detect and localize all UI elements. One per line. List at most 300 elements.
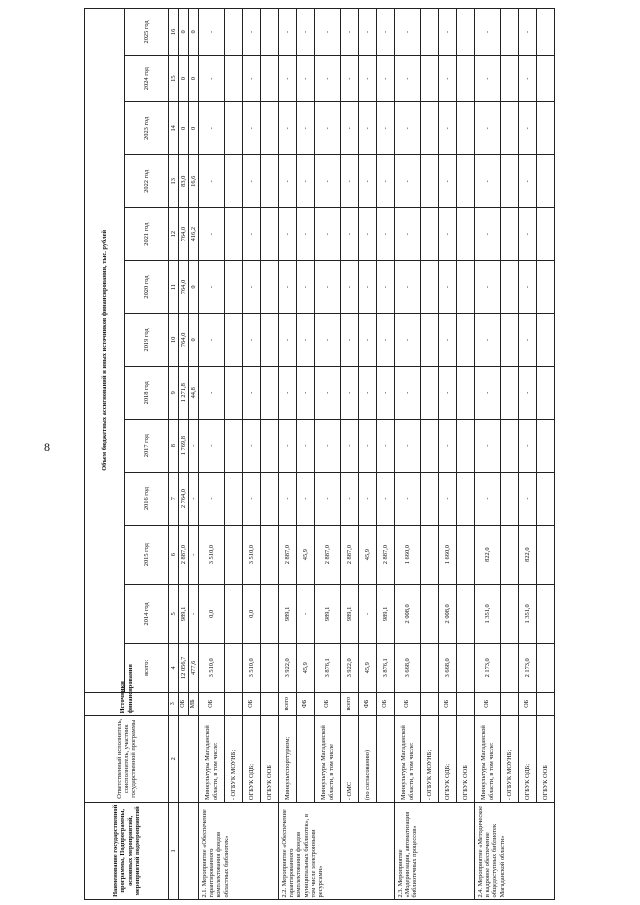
value-cell bbox=[501, 9, 519, 56]
value-cell: 0 bbox=[179, 102, 189, 155]
value-cell: 2 887,0 bbox=[315, 525, 341, 584]
value-cell: - bbox=[475, 313, 501, 366]
value-cell bbox=[537, 55, 555, 102]
measure-name: 2.1. Мероприятие «Обеспечение гарантированного комплектования фондов областных библиотек» bbox=[199, 802, 279, 899]
table-row bbox=[457, 9, 475, 900]
measure-name: 2.3. Мероприятие «Модернизация, автоматизация библиотечных процессов» bbox=[395, 802, 475, 899]
value-cell: - bbox=[199, 366, 225, 419]
value-cell: - bbox=[519, 102, 537, 155]
source-cell: ОБ bbox=[179, 692, 189, 715]
value-cell: - bbox=[315, 208, 341, 261]
value-cell: 2 008,0 bbox=[439, 584, 457, 643]
header-funding-group: Объем бюджетных ассигнований и иных источников финансирования, тыс. рублей bbox=[85, 9, 125, 693]
value-cell bbox=[457, 644, 475, 693]
value-cell: - bbox=[341, 472, 359, 525]
executor-cell: Минкультспорттуризм; bbox=[279, 715, 297, 802]
value-cell bbox=[225, 102, 243, 155]
value-cell: 3 668,0 bbox=[395, 644, 421, 693]
value-cell: 3 922,0 bbox=[341, 644, 359, 693]
value-cell: - bbox=[377, 313, 395, 366]
value-cell: - bbox=[519, 9, 537, 56]
total-name-cell bbox=[179, 802, 199, 899]
measure-name: 2.2. Мероприятие «Обеспечение гарантированного комплектования фондов муниципальных библиотек», в том числе электронными ресурсами» bbox=[279, 802, 395, 899]
value-cell bbox=[501, 208, 519, 261]
value-cell bbox=[421, 584, 439, 643]
executor-cell: - ОГБУК МОУНБ; bbox=[225, 715, 243, 802]
value-cell: - bbox=[297, 55, 315, 102]
table-row bbox=[261, 9, 279, 900]
measure-name: 2.4. Мероприятие «Методическое и кадровое обеспечение общедоступных библиотек Магаданской области» bbox=[475, 802, 555, 899]
value-cell: - bbox=[199, 102, 225, 155]
column-number: 11 bbox=[169, 261, 179, 314]
executor-cell: ОГБУК ОДБ; bbox=[243, 715, 261, 802]
value-cell bbox=[501, 313, 519, 366]
value-cell: 83,0 bbox=[179, 155, 189, 208]
value-cell: - bbox=[475, 419, 501, 472]
executor-cell: - ОМС bbox=[341, 715, 359, 802]
column-number: 5 bbox=[169, 584, 179, 643]
value-cell: 2 887,0 bbox=[341, 525, 359, 584]
value-cell: - bbox=[519, 208, 537, 261]
value-cell: - bbox=[377, 208, 395, 261]
value-cell: - bbox=[359, 313, 377, 366]
value-cell bbox=[421, 472, 439, 525]
value-cell: 44,8 bbox=[189, 366, 199, 419]
table-row bbox=[537, 9, 555, 900]
value-cell: 3 876,1 bbox=[377, 644, 395, 693]
executor-cell bbox=[297, 715, 315, 802]
value-cell: - bbox=[395, 366, 421, 419]
table-row bbox=[359, 9, 377, 900]
value-cell bbox=[537, 366, 555, 419]
value-cell: 989,1 bbox=[341, 584, 359, 643]
total-row bbox=[179, 9, 189, 900]
value-cell bbox=[457, 472, 475, 525]
value-cell: - bbox=[359, 366, 377, 419]
value-cell bbox=[225, 644, 243, 693]
value-cell: - bbox=[519, 261, 537, 314]
value-cell bbox=[421, 366, 439, 419]
value-cell: - bbox=[279, 208, 297, 261]
header-name: Наименование государственной программы, Подпрограммы, основных мероприятий, мероприятий подмероприятий bbox=[85, 802, 169, 899]
value-cell bbox=[457, 102, 475, 155]
value-cell bbox=[537, 472, 555, 525]
table-row bbox=[439, 9, 457, 900]
value-cell: - bbox=[243, 472, 261, 525]
value-cell: 764,0 bbox=[179, 261, 189, 314]
value-cell bbox=[537, 644, 555, 693]
executor-cell: Минкультуры Магаданской области, в том числе: bbox=[199, 715, 225, 802]
value-cell: - bbox=[439, 208, 457, 261]
table-row bbox=[297, 9, 315, 900]
value-cell: 0 bbox=[179, 9, 189, 56]
value-cell: - bbox=[199, 208, 225, 261]
value-cell: - bbox=[243, 102, 261, 155]
column-number: 15 bbox=[169, 55, 179, 102]
value-cell: - bbox=[315, 261, 341, 314]
source-cell bbox=[261, 692, 279, 715]
value-cell bbox=[501, 644, 519, 693]
value-cell: - bbox=[189, 472, 199, 525]
value-cell bbox=[261, 155, 279, 208]
value-cell: 1 660,0 bbox=[439, 525, 457, 584]
value-cell: - bbox=[315, 472, 341, 525]
value-cell: - bbox=[315, 313, 341, 366]
table-row bbox=[341, 9, 359, 900]
value-cell: - bbox=[189, 525, 199, 584]
value-cell: - bbox=[377, 155, 395, 208]
value-cell bbox=[225, 208, 243, 261]
value-cell bbox=[261, 208, 279, 261]
value-cell: - bbox=[243, 9, 261, 56]
value-cell: - bbox=[341, 55, 359, 102]
value-cell: - bbox=[439, 155, 457, 208]
value-cell: - bbox=[377, 366, 395, 419]
value-cell: 45,9 bbox=[297, 644, 315, 693]
value-cell: - bbox=[279, 102, 297, 155]
value-cell: - bbox=[377, 419, 395, 472]
value-cell: 45,9 bbox=[297, 525, 315, 584]
value-cell: - bbox=[199, 419, 225, 472]
value-cell bbox=[457, 584, 475, 643]
value-cell: - bbox=[475, 9, 501, 56]
header-year: 2025 год bbox=[125, 9, 169, 56]
value-cell bbox=[421, 102, 439, 155]
value-cell: 764,0 bbox=[179, 313, 189, 366]
value-cell: - bbox=[315, 366, 341, 419]
value-cell: 477,6 bbox=[189, 644, 199, 693]
value-cell: - bbox=[199, 9, 225, 56]
column-number: 4 bbox=[169, 644, 179, 693]
value-cell bbox=[421, 9, 439, 56]
value-cell: - bbox=[395, 155, 421, 208]
executor-cell: - ОГБУК МОУНБ; bbox=[421, 715, 439, 802]
value-cell: - bbox=[341, 419, 359, 472]
value-cell: - bbox=[395, 261, 421, 314]
value-cell: 989,1 bbox=[279, 584, 297, 643]
value-cell: - bbox=[395, 419, 421, 472]
table-row bbox=[279, 9, 297, 900]
value-cell bbox=[501, 155, 519, 208]
value-cell: 2 173,0 bbox=[519, 644, 537, 693]
value-cell: - bbox=[359, 155, 377, 208]
value-cell: 2 887,0 bbox=[377, 525, 395, 584]
column-number: 12 bbox=[169, 208, 179, 261]
value-cell: - bbox=[359, 419, 377, 472]
value-cell bbox=[457, 261, 475, 314]
value-cell: 2 764,0 bbox=[179, 472, 189, 525]
value-cell: 0 bbox=[189, 55, 199, 102]
header-year: 2018 год bbox=[125, 366, 169, 419]
executor-cell: ОГБУК ОДБ; bbox=[439, 715, 457, 802]
table-row bbox=[501, 9, 519, 900]
value-cell bbox=[457, 9, 475, 56]
value-cell bbox=[225, 472, 243, 525]
value-cell: - bbox=[199, 313, 225, 366]
source-cell bbox=[421, 692, 439, 715]
value-cell: - bbox=[315, 155, 341, 208]
value-cell: 1 769,8 bbox=[179, 419, 189, 472]
rotated-table-container bbox=[84, 8, 630, 900]
total-exec-cell bbox=[179, 715, 199, 802]
value-cell: - bbox=[341, 9, 359, 56]
source-cell: ОБ bbox=[519, 692, 537, 715]
executor-cell: ОГБУК ОДБ; bbox=[519, 715, 537, 802]
value-cell: 0 bbox=[189, 9, 199, 56]
header-year: 2014 год bbox=[125, 584, 169, 643]
source-cell: ОБ bbox=[199, 692, 225, 715]
column-number: 10 bbox=[169, 313, 179, 366]
value-cell bbox=[537, 313, 555, 366]
value-cell: - bbox=[341, 313, 359, 366]
value-cell bbox=[537, 208, 555, 261]
value-cell: - bbox=[359, 472, 377, 525]
value-cell: - bbox=[279, 366, 297, 419]
header-year: 2015 год bbox=[125, 525, 169, 584]
source-cell bbox=[501, 692, 519, 715]
source-cell bbox=[457, 692, 475, 715]
value-cell bbox=[457, 419, 475, 472]
value-cell: 416,2 bbox=[189, 208, 199, 261]
header-year: 2023 год bbox=[125, 102, 169, 155]
column-number: 2 bbox=[169, 715, 179, 802]
value-cell bbox=[225, 155, 243, 208]
value-cell: 2 173,0 bbox=[475, 644, 501, 693]
source-cell: ФБ bbox=[297, 692, 315, 715]
value-cell: - bbox=[439, 313, 457, 366]
value-cell: - bbox=[519, 472, 537, 525]
value-cell bbox=[457, 55, 475, 102]
value-cell: 822,0 bbox=[475, 525, 501, 584]
value-cell: 0,0 bbox=[199, 584, 225, 643]
source-cell bbox=[537, 692, 555, 715]
value-cell: 2 887,0 bbox=[179, 525, 189, 584]
value-cell bbox=[261, 55, 279, 102]
value-cell: - bbox=[243, 55, 261, 102]
value-cell: 3 510,0 bbox=[199, 525, 225, 584]
header-year: 2024 год bbox=[125, 55, 169, 102]
value-cell: - bbox=[279, 419, 297, 472]
value-cell: - bbox=[377, 9, 395, 56]
value-cell: - bbox=[359, 9, 377, 56]
column-number: 1 bbox=[169, 802, 179, 899]
value-cell: 1 351,0 bbox=[519, 584, 537, 643]
value-cell: - bbox=[395, 102, 421, 155]
page-number: 8 bbox=[44, 440, 50, 454]
header-total: всего: bbox=[125, 644, 169, 693]
value-cell: - bbox=[439, 419, 457, 472]
value-cell: - bbox=[297, 102, 315, 155]
value-cell: 1 351,0 bbox=[475, 584, 501, 643]
value-cell: - bbox=[315, 419, 341, 472]
value-cell bbox=[501, 419, 519, 472]
value-cell bbox=[261, 313, 279, 366]
value-cell: - bbox=[297, 419, 315, 472]
executor-cell: ОГБУК ООБ bbox=[457, 715, 475, 802]
value-cell: - bbox=[439, 9, 457, 56]
value-cell bbox=[501, 584, 519, 643]
value-cell: 0,0 bbox=[243, 584, 261, 643]
header-source: Источники финансирования bbox=[85, 692, 169, 715]
source-cell: ОБ bbox=[315, 692, 341, 715]
value-cell: - bbox=[519, 55, 537, 102]
value-cell bbox=[261, 525, 279, 584]
value-cell bbox=[225, 584, 243, 643]
value-cell: 45,9 bbox=[359, 525, 377, 584]
value-cell bbox=[457, 208, 475, 261]
value-cell bbox=[501, 261, 519, 314]
value-cell: 0 bbox=[189, 313, 199, 366]
column-number: 6 bbox=[169, 525, 179, 584]
value-cell bbox=[537, 525, 555, 584]
value-cell: - bbox=[243, 419, 261, 472]
value-cell: - bbox=[315, 102, 341, 155]
value-cell bbox=[537, 102, 555, 155]
table-body bbox=[179, 9, 555, 900]
header-year: 2019 год bbox=[125, 313, 169, 366]
value-cell: - bbox=[189, 584, 199, 643]
value-cell: - bbox=[189, 419, 199, 472]
value-cell: - bbox=[377, 261, 395, 314]
value-cell: - bbox=[279, 55, 297, 102]
value-cell: - bbox=[297, 472, 315, 525]
value-cell bbox=[457, 313, 475, 366]
value-cell: - bbox=[359, 261, 377, 314]
value-cell: 989,1 bbox=[179, 584, 189, 643]
value-cell: 3 510,0 bbox=[243, 525, 261, 584]
value-cell: - bbox=[279, 9, 297, 56]
value-cell bbox=[537, 155, 555, 208]
table-header bbox=[85, 9, 179, 900]
value-cell: - bbox=[243, 261, 261, 314]
header-year: 2021 год bbox=[125, 208, 169, 261]
value-cell bbox=[537, 584, 555, 643]
source-cell: ОБ bbox=[377, 692, 395, 715]
value-cell: - bbox=[297, 155, 315, 208]
column-number: 9 bbox=[169, 366, 179, 419]
value-cell: - bbox=[439, 472, 457, 525]
value-cell bbox=[457, 525, 475, 584]
header-executor: Ответственный исполнитель, соисполнитель, участник государственной программы bbox=[85, 715, 169, 802]
value-cell: 3 510,0 bbox=[199, 644, 225, 693]
source-cell: ОБ bbox=[475, 692, 501, 715]
value-cell bbox=[225, 9, 243, 56]
value-cell: - bbox=[315, 9, 341, 56]
value-cell: - bbox=[439, 55, 457, 102]
executor-cell bbox=[377, 715, 395, 802]
value-cell: - bbox=[297, 366, 315, 419]
value-cell: - bbox=[279, 261, 297, 314]
value-cell: - bbox=[199, 55, 225, 102]
value-cell: - bbox=[475, 472, 501, 525]
value-cell: - bbox=[395, 472, 421, 525]
value-cell bbox=[501, 366, 519, 419]
value-cell: 822,0 bbox=[519, 525, 537, 584]
column-number: 13 bbox=[169, 155, 179, 208]
value-cell bbox=[421, 419, 439, 472]
value-cell: 2 008,0 bbox=[395, 584, 421, 643]
value-cell: 1 660,0 bbox=[395, 525, 421, 584]
value-cell: - bbox=[199, 261, 225, 314]
header-year: 2017 год bbox=[125, 419, 169, 472]
value-cell: - bbox=[199, 155, 225, 208]
value-cell: - bbox=[243, 313, 261, 366]
table-row bbox=[395, 9, 421, 900]
value-cell: 0 bbox=[189, 261, 199, 314]
executor-cell: ОГБУК ООБ bbox=[537, 715, 555, 802]
value-cell: - bbox=[243, 155, 261, 208]
value-cell bbox=[261, 261, 279, 314]
value-cell bbox=[421, 55, 439, 102]
value-cell: 989,1 bbox=[377, 584, 395, 643]
value-cell: - bbox=[359, 55, 377, 102]
value-cell bbox=[457, 366, 475, 419]
column-number: 3 bbox=[169, 692, 179, 715]
value-cell: - bbox=[395, 9, 421, 56]
value-cell bbox=[225, 525, 243, 584]
executor-cell: Минкультуры Магаданской области, в том числе: bbox=[475, 715, 501, 802]
value-cell: 1 271,8 bbox=[179, 366, 189, 419]
value-cell: - bbox=[279, 313, 297, 366]
executor-cell: ОГБУК ООБ bbox=[261, 715, 279, 802]
value-cell: - bbox=[439, 102, 457, 155]
source-cell: всего bbox=[279, 692, 297, 715]
value-cell: - bbox=[359, 208, 377, 261]
value-cell: - bbox=[199, 472, 225, 525]
financing-table bbox=[84, 8, 555, 900]
value-cell bbox=[225, 261, 243, 314]
executor-cell: Минкультуры Магаданской области, в том числе bbox=[315, 715, 341, 802]
value-cell bbox=[225, 366, 243, 419]
value-cell bbox=[261, 472, 279, 525]
value-cell bbox=[501, 102, 519, 155]
value-cell bbox=[501, 55, 519, 102]
value-cell: - bbox=[359, 584, 377, 643]
value-cell bbox=[261, 419, 279, 472]
value-cell bbox=[537, 9, 555, 56]
value-cell: - bbox=[341, 208, 359, 261]
header-year: 2020 год bbox=[125, 261, 169, 314]
value-cell bbox=[421, 525, 439, 584]
value-cell: 3 668,0 bbox=[439, 644, 457, 693]
value-cell: - bbox=[519, 155, 537, 208]
value-cell: - bbox=[475, 261, 501, 314]
value-cell: 12 056,7 bbox=[179, 644, 189, 693]
value-cell: 16,6 bbox=[189, 155, 199, 208]
table-row bbox=[243, 9, 261, 900]
value-cell bbox=[261, 644, 279, 693]
value-cell bbox=[261, 102, 279, 155]
table-row bbox=[199, 9, 225, 900]
source-cell: ОБ bbox=[243, 692, 261, 715]
source-cell: ОБ bbox=[395, 692, 421, 715]
value-cell: 2 887,0 bbox=[279, 525, 297, 584]
value-cell: - bbox=[475, 102, 501, 155]
value-cell: - bbox=[341, 102, 359, 155]
value-cell: - bbox=[359, 102, 377, 155]
value-cell bbox=[261, 584, 279, 643]
value-cell: - bbox=[519, 313, 537, 366]
column-number: 16 bbox=[169, 9, 179, 56]
value-cell: 0 bbox=[179, 55, 189, 102]
value-cell bbox=[421, 208, 439, 261]
source-cell bbox=[225, 692, 243, 715]
value-cell: 764,0 bbox=[179, 208, 189, 261]
value-cell bbox=[261, 9, 279, 56]
value-cell: - bbox=[297, 9, 315, 56]
value-cell: 45,9 bbox=[359, 644, 377, 693]
value-cell: - bbox=[475, 155, 501, 208]
